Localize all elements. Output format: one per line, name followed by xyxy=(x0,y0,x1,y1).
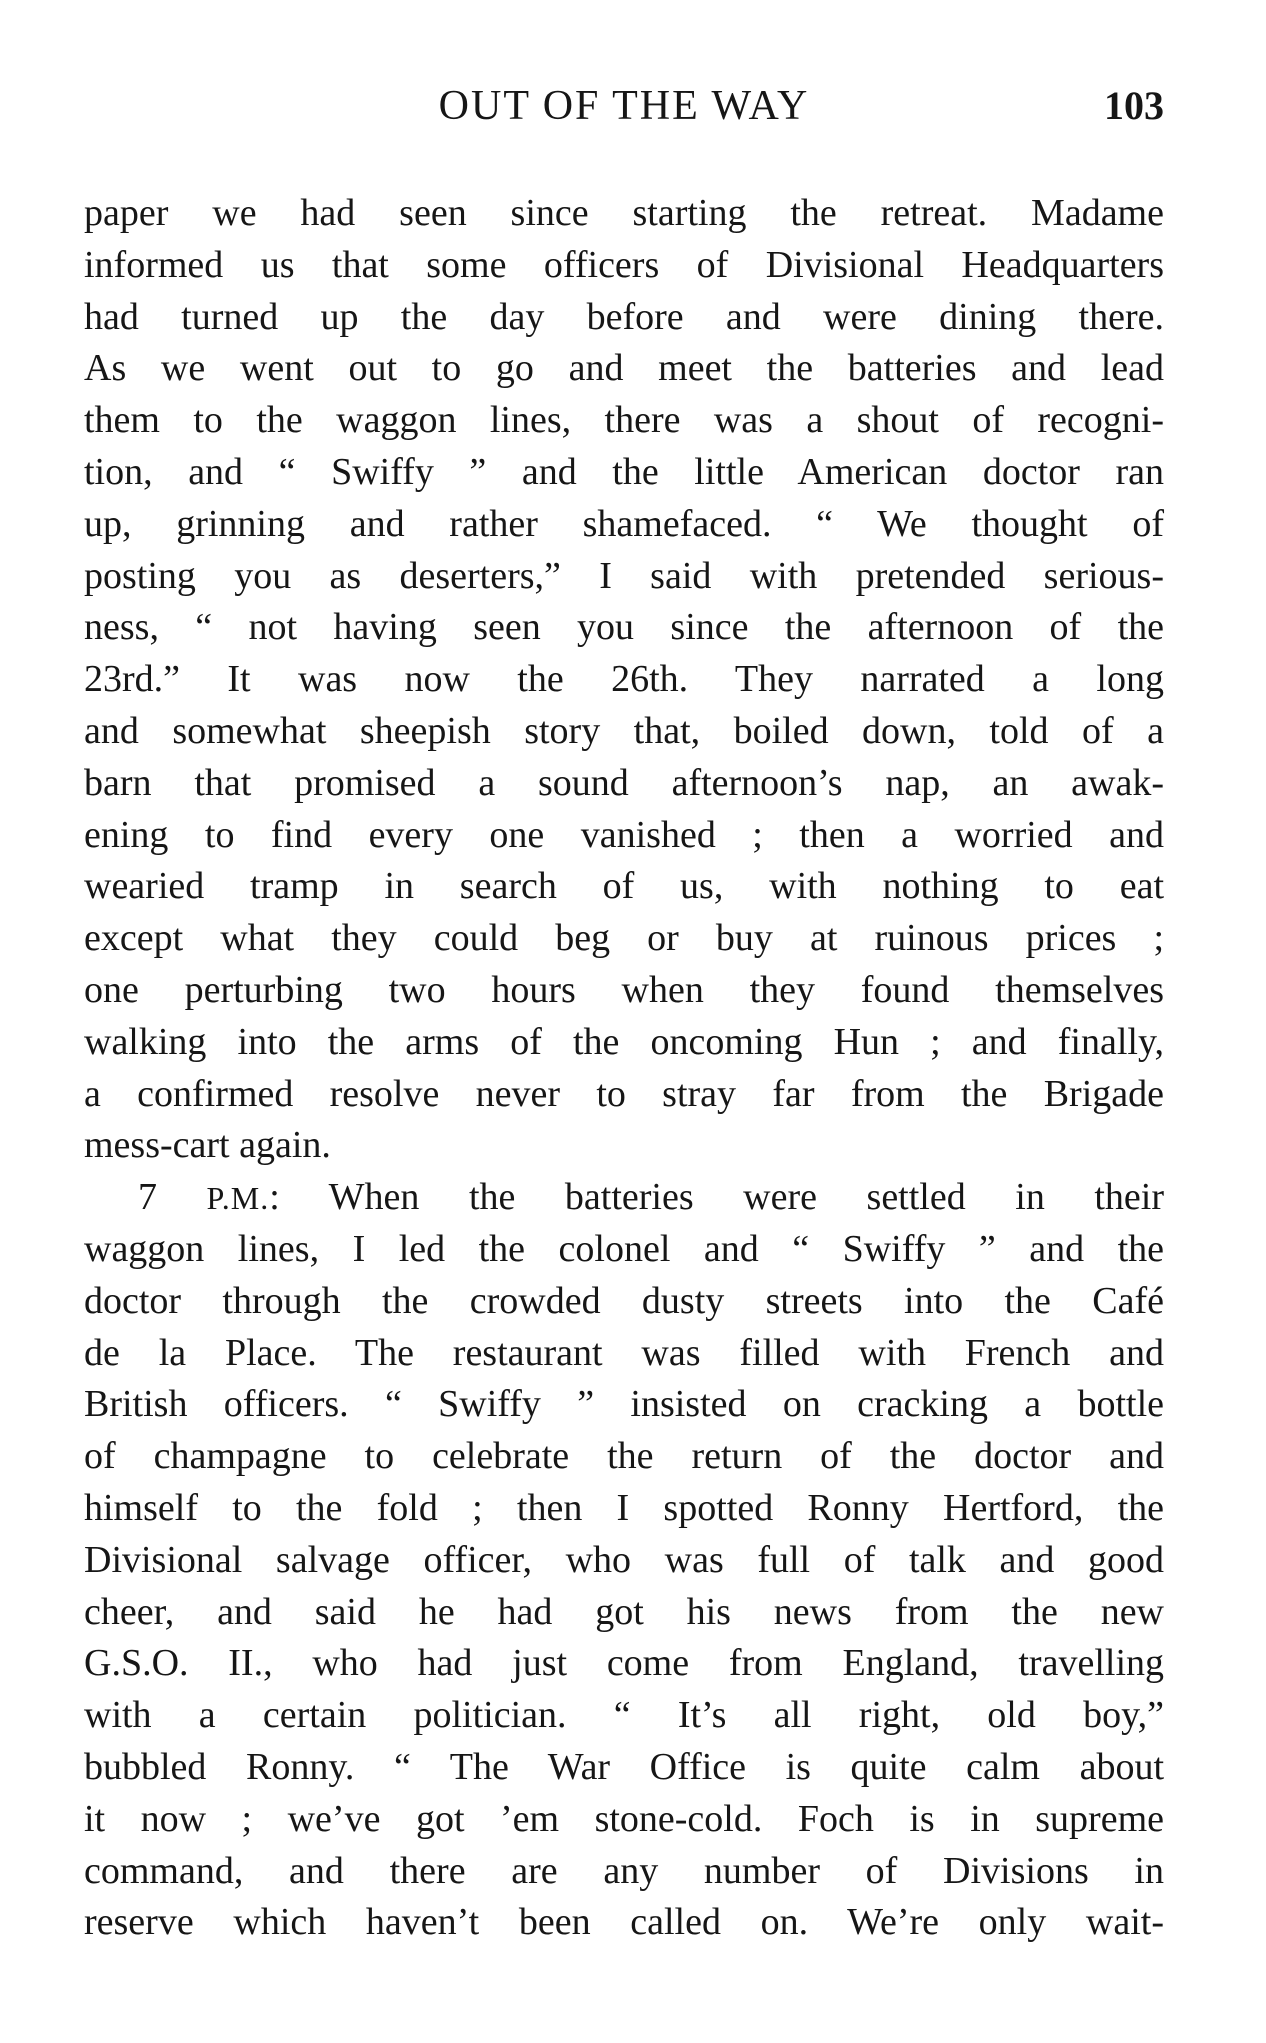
text-line: informed us that some officers of Divisional Headquarters xyxy=(84,243,1164,286)
text-line: G.S.O. II., who had just come from England, travelling xyxy=(84,1642,1164,1685)
text-line: paper we had seen since starting the retreat. Madame xyxy=(84,192,1164,234)
page-number: 103 xyxy=(1104,83,1164,128)
text-line: posting you as deserters,” I said with pretended serious- xyxy=(84,554,1164,597)
text-line: waggon lines, I led the colonel and “ Swiffy ” and the xyxy=(84,1227,1164,1270)
text-line: with a certain politician. “ It’s all right, old boy,” xyxy=(84,1694,1164,1737)
text-line: ening to find every one vanished ; then a worried and xyxy=(84,813,1164,856)
text-line: de la Place. The restaurant was filled with French and xyxy=(84,1331,1164,1374)
text-line: Divisional salvage officer, who was full of talk and good xyxy=(84,1538,1164,1581)
text-line: wearied tramp in search of us, with nothing to eat xyxy=(84,865,1164,908)
text-line: it now ; we’ve got ’em stone-cold. Foch is in supreme xyxy=(84,1797,1164,1840)
text-line: ness, “ not having seen you since the afternoon of the xyxy=(84,606,1164,649)
text-line: a confirmed resolve never to stray far from the Brigade xyxy=(84,1072,1164,1115)
text-line: doctor through the crowded dusty streets into the Café xyxy=(84,1279,1164,1322)
text-line: cheer, and said he had got his news from the new xyxy=(84,1590,1164,1633)
text-line: himself to the fold ; then I spotted Ronny Hertford, the xyxy=(84,1486,1164,1529)
running-title: OUT OF THE WAY xyxy=(438,83,810,129)
text-line: had turned up the day before and were dining there. xyxy=(84,295,1164,338)
text-line: one perturbing two hours when they found themselves xyxy=(84,968,1164,1011)
entry-time-colon: : xyxy=(269,1176,280,1219)
text-line: walking into the arms of the oncoming Hun ; and finally, xyxy=(84,1020,1164,1063)
entry-time-number: 7 xyxy=(138,1176,157,1219)
paragraph-end-line: mess-cart again. xyxy=(84,1124,331,1167)
text-line: tion, and “ Swiffy ” and the little American doctor ran xyxy=(84,450,1164,493)
text-line: British officers. “ Swiffy ” insisted on cracking a bottle xyxy=(84,1383,1164,1426)
page-header xyxy=(84,78,1164,134)
text-line: As we went out to go and meet the batteries and lead xyxy=(84,347,1164,390)
text-line: them to the waggon lines, there was a shout of recogni- xyxy=(84,399,1164,442)
text-line: 23rd.” It was now the 26th. They narrated a long xyxy=(84,658,1164,701)
entry-text: When the batteries were settled in their xyxy=(328,1176,1164,1219)
text-line: and somewhat sheepish story that, boiled down, told of a xyxy=(84,709,1164,752)
text-line: up, grinning and rather shamefaced. “ We thought of xyxy=(84,502,1164,545)
text-line: of champagne to celebrate the return of the doctor and xyxy=(84,1435,1164,1478)
body-text xyxy=(84,188,1164,1949)
text-line: bubbled Ronny. “ The War Office is quite calm about xyxy=(84,1745,1164,1788)
text-line: barn that promised a sound afternoon’s nap, an awak- xyxy=(84,761,1164,804)
timed-entry-line xyxy=(84,1172,1164,1224)
text-line: except what they could beg or buy at ruinous prices ; xyxy=(84,917,1164,960)
text-line: command, and there are any number of Divisions in xyxy=(84,1849,1164,1892)
entry-time-unit: P.M. xyxy=(206,1180,270,1217)
text-line: reserve which haven’t been called on. We’re only wait- xyxy=(84,1901,1164,1944)
